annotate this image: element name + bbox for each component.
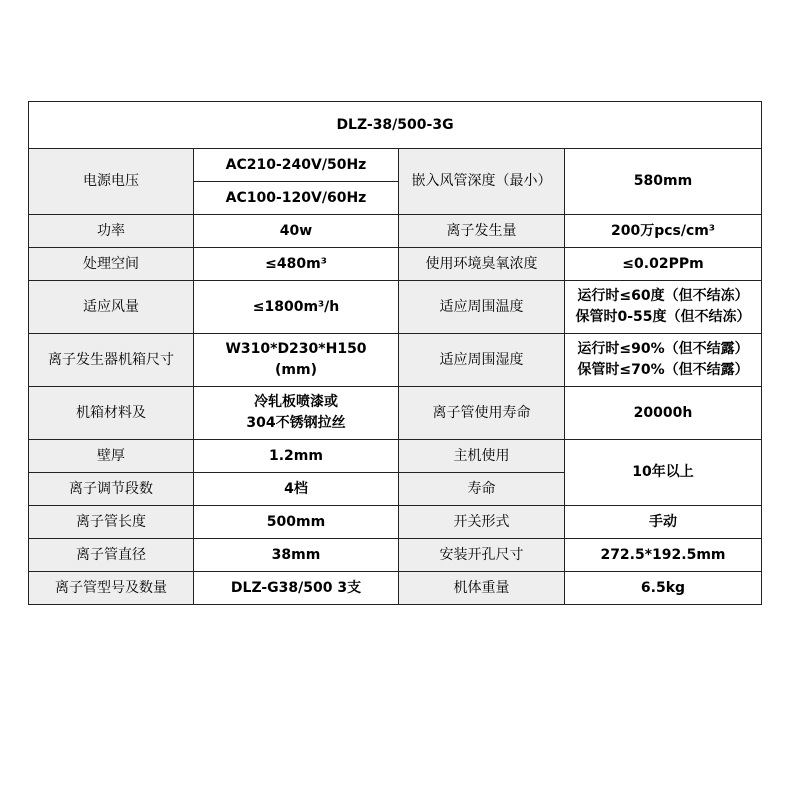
temperature-storage: 保管时0-55度（但不结冻） (575, 309, 751, 325)
tube-length-value: 500mm (194, 506, 399, 539)
ambient-humidity-value (565, 334, 762, 387)
ambient-temperature-value (565, 281, 762, 334)
unit-weight-label: 机体重量 (399, 572, 565, 605)
power-value: 40w (194, 215, 399, 248)
ion-levels-value: 4档 (194, 473, 399, 506)
chassis-unit: (mm) (275, 362, 317, 378)
switch-type-value: 手动 (565, 506, 762, 539)
wall-thickness-value: 1.2mm (194, 440, 399, 473)
table-title: DLZ-38/500-3G (29, 102, 762, 149)
ozone-concentration-label: 使用环境臭氧浓度 (399, 248, 565, 281)
tube-model-value: DLZ-G38/500 3支 (194, 572, 399, 605)
duct-depth-label: 嵌入风管深度（最小） (399, 149, 565, 215)
ambient-temperature-label: 适应周围温度 (399, 281, 565, 334)
switch-type-label: 开关形式 (399, 506, 565, 539)
tube-length-label: 离子管长度 (29, 506, 194, 539)
temperature-running: 运行时≤60度（但不结冻） (577, 288, 749, 304)
chassis-material-value (194, 387, 399, 440)
tube-diameter-label: 离子管直径 (29, 539, 194, 572)
tube-lifespan-value: 20000h (565, 387, 762, 440)
host-usage-label: 主机使用 (399, 440, 565, 473)
mounting-hole-label: 安装开孔尺寸 (399, 539, 565, 572)
spec-table (28, 101, 762, 605)
humidity-running: 运行时≤90%（但不结露） (577, 341, 749, 357)
mounting-hole-value: 272.5*192.5mm (565, 539, 762, 572)
duct-depth-value: 580mm (565, 149, 762, 215)
voltage-label: 电源电压 (29, 149, 194, 215)
host-lifespan-label: 寿命 (399, 473, 565, 506)
chassis-material-label: 机箱材料及 (29, 387, 194, 440)
host-lifespan-value: 10年以上 (565, 440, 762, 506)
ion-levels-label: 离子调节段数 (29, 473, 194, 506)
tube-model-label: 离子管型号及数量 (29, 572, 194, 605)
tube-diameter-value: 38mm (194, 539, 399, 572)
ozone-concentration-value: ≤0.02PPm (565, 248, 762, 281)
material-option-2: 304不锈钢拉丝 (246, 415, 346, 431)
ambient-humidity-label: 适应周围湿度 (399, 334, 565, 387)
material-option-1: 冷轧板喷漆或 (254, 394, 338, 410)
airflow-value: ≤1800m³/h (194, 281, 399, 334)
chassis-dimensions: W310*D230*H150 (225, 341, 367, 357)
ion-output-value: 200万pcs/cm³ (565, 215, 762, 248)
ion-output-label: 离子发生量 (399, 215, 565, 248)
treatment-space-label: 处理空间 (29, 248, 194, 281)
chassis-size-label: 离子发生器机箱尺寸 (29, 334, 194, 387)
humidity-storage: 保管时≤70%（但不结露） (577, 362, 749, 378)
chassis-size-value (194, 334, 399, 387)
treatment-space-value: ≤480m³ (194, 248, 399, 281)
power-label: 功率 (29, 215, 194, 248)
wall-thickness-label: 壁厚 (29, 440, 194, 473)
airflow-label: 适应风量 (29, 281, 194, 334)
unit-weight-value: 6.5kg (565, 572, 762, 605)
voltage-value-60hz: AC100-120V/60Hz (194, 182, 399, 215)
tube-lifespan-label: 离子管使用寿命 (399, 387, 565, 440)
voltage-value-50hz: AC210-240V/50Hz (194, 149, 399, 182)
